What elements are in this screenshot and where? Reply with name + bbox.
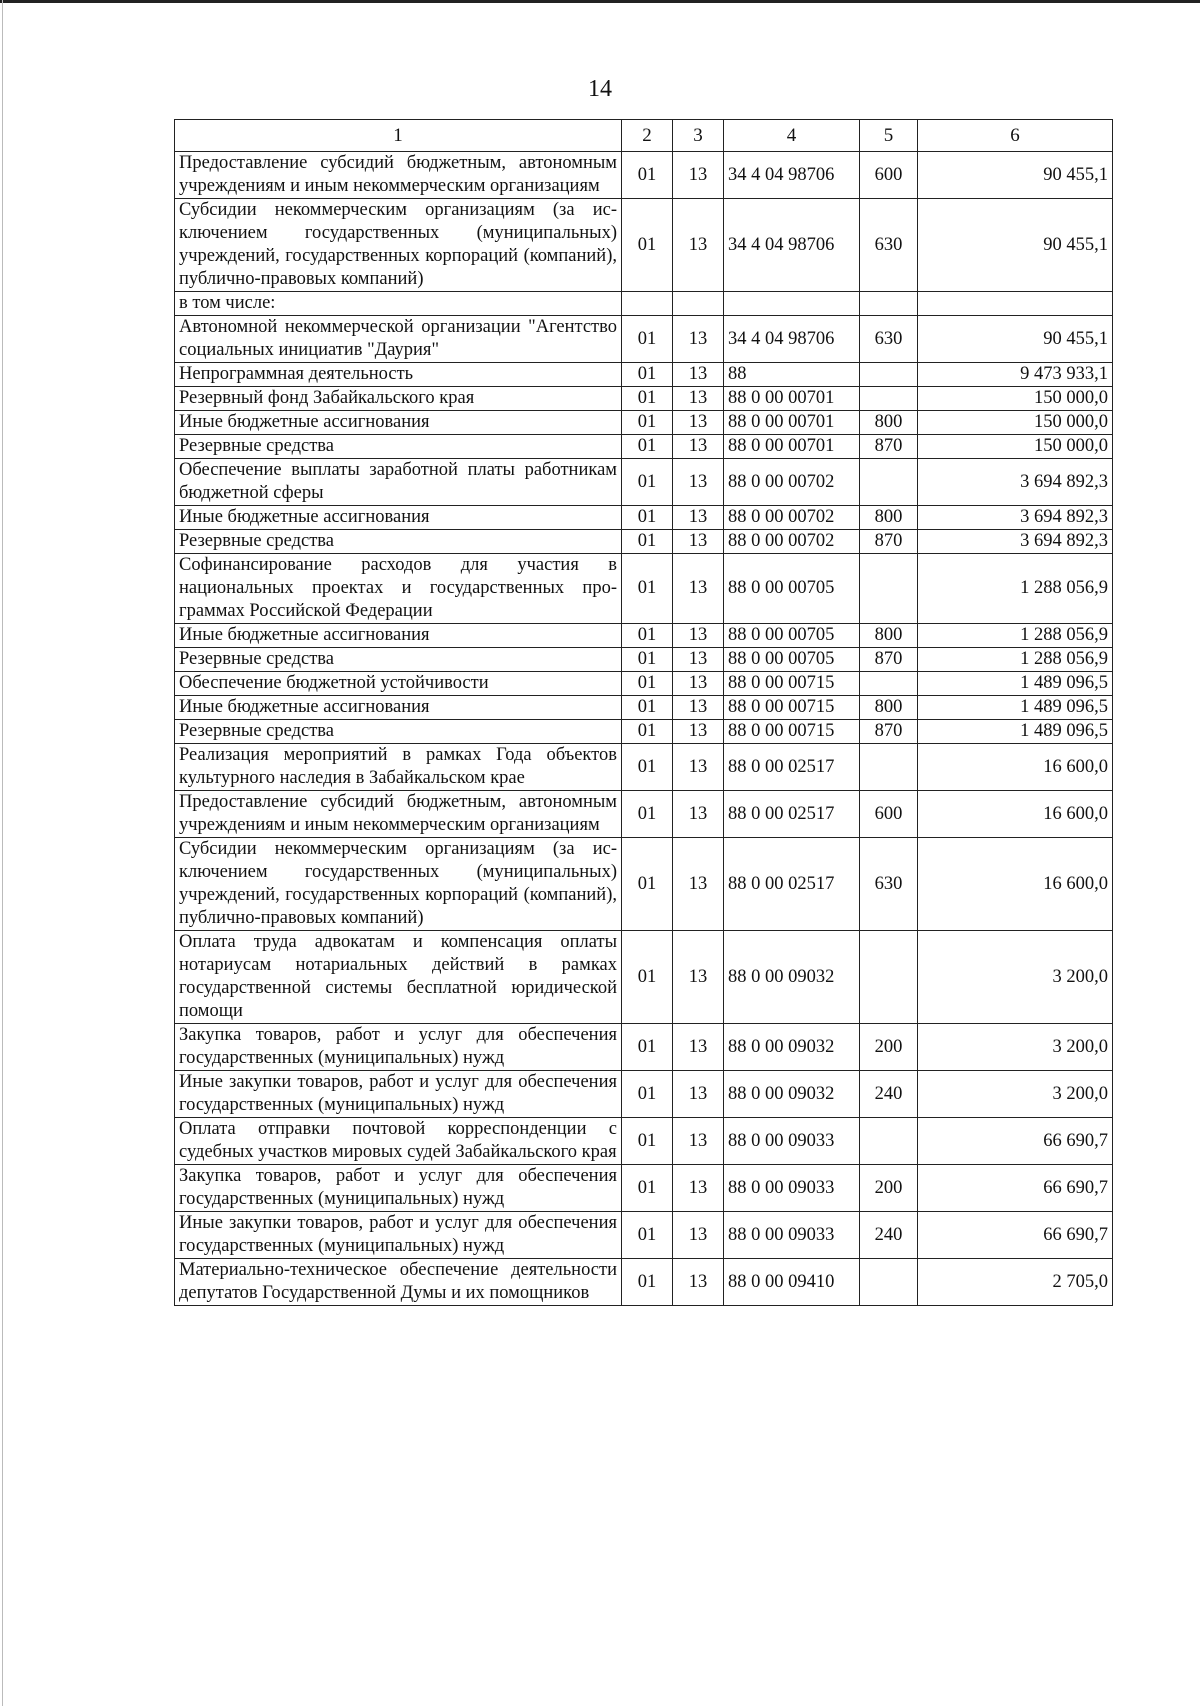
amount-cell: 150 000,0: [918, 411, 1113, 435]
section-code-cell: 01: [622, 672, 673, 696]
expense-type-cell: [860, 931, 918, 1024]
amount-cell: 3 694 892,3: [918, 506, 1113, 530]
section-code-cell: 01: [622, 1024, 673, 1071]
target-article-cell: 88 0 00 00702: [724, 506, 860, 530]
header-col-3: 3: [673, 120, 724, 152]
row-name-cell: Непрограммная деятельность: [175, 363, 622, 387]
row-name-cell: Софинансирование расходов для участия в национальных проектах и государственных программах Российской Федерации: [175, 554, 622, 624]
subsection-code-cell: 13: [673, 744, 724, 791]
target-article-cell: 88 0 00 02517: [724, 791, 860, 838]
row-name-cell: в том числе:: [175, 292, 622, 316]
target-article-cell: 88 0 00 00715: [724, 672, 860, 696]
subsection-code-cell: 13: [673, 791, 724, 838]
target-article-cell: [724, 292, 860, 316]
row-name-cell: Иные бюджетные ассигнования: [175, 411, 622, 435]
table-row: [175, 838, 1113, 931]
row-name-cell: Резервные средства: [175, 435, 622, 459]
expense-type-cell: 800: [860, 696, 918, 720]
expense-type-cell: 870: [860, 720, 918, 744]
target-article-cell: 88 0 00 00705: [724, 648, 860, 672]
target-article-cell: 88 0 00 02517: [724, 744, 860, 791]
amount-cell: 66 690,7: [918, 1118, 1113, 1165]
amount-cell: 3 694 892,3: [918, 530, 1113, 554]
table-row: [175, 1165, 1113, 1212]
row-name-cell: Резервный фонд Забайкальского края: [175, 387, 622, 411]
subsection-code-cell: 13: [673, 152, 724, 199]
subsection-code-cell: 13: [673, 720, 724, 744]
table-row: [175, 1071, 1113, 1118]
table-row: [175, 387, 1113, 411]
amount-cell: 9 473 933,1: [918, 363, 1113, 387]
target-article-cell: 88 0 00 09032: [724, 931, 860, 1024]
amount-cell: 1 288 056,9: [918, 624, 1113, 648]
expense-type-cell: 240: [860, 1071, 918, 1118]
expense-type-cell: 870: [860, 648, 918, 672]
subsection-code-cell: 13: [673, 1212, 724, 1259]
row-name-cell: Резервные средства: [175, 530, 622, 554]
row-name-cell: Закупка товаров, работ и услуг для обеспечения государственных (муниципальных) нужд: [175, 1165, 622, 1212]
row-name-cell: Субсидии некоммерческим организациям (за исключением государственных (муниципальных) учреждений, государственных корпораций (компаний), публично-правовых компаний): [175, 838, 622, 931]
amount-cell: 90 455,1: [918, 316, 1113, 363]
target-article-cell: 88 0 00 02517: [724, 838, 860, 931]
table-row: [175, 292, 1113, 316]
row-name-cell: Иные закупки товаров, работ и услуг для обеспечения государственных (муниципальных) нужд: [175, 1212, 622, 1259]
row-name-cell: Резервные средства: [175, 720, 622, 744]
subsection-code-cell: 13: [673, 459, 724, 506]
expense-type-cell: [860, 672, 918, 696]
page-left-edge: [2, 0, 3, 1706]
subsection-code-cell: 13: [673, 838, 724, 931]
budget-table: [174, 119, 1113, 1306]
header-col-6: 6: [918, 120, 1113, 152]
target-article-cell: 88 0 00 00701: [724, 435, 860, 459]
section-code-cell: 01: [622, 696, 673, 720]
table-row: [175, 1118, 1113, 1165]
subsection-code-cell: 13: [673, 530, 724, 554]
section-code-cell: 01: [622, 459, 673, 506]
amount-cell: 90 455,1: [918, 152, 1113, 199]
expense-type-cell: 800: [860, 411, 918, 435]
section-code-cell: 01: [622, 720, 673, 744]
section-code-cell: 01: [622, 554, 673, 624]
amount-cell: 66 690,7: [918, 1212, 1113, 1259]
amount-cell: 3 200,0: [918, 1071, 1113, 1118]
section-code-cell: 01: [622, 838, 673, 931]
subsection-code-cell: 13: [673, 1165, 724, 1212]
target-article-cell: 88 0 00 09033: [724, 1165, 860, 1212]
target-article-cell: 88: [724, 363, 860, 387]
subsection-code-cell: 13: [673, 506, 724, 530]
section-code-cell: 01: [622, 1165, 673, 1212]
amount-cell: 16 600,0: [918, 744, 1113, 791]
row-name-cell: Иные бюджетные ассигнования: [175, 506, 622, 530]
target-article-cell: 34 4 04 98706: [724, 316, 860, 363]
subsection-code-cell: 13: [673, 199, 724, 292]
amount-cell: 150 000,0: [918, 435, 1113, 459]
table-row: [175, 199, 1113, 292]
row-name-cell: Оплата отправки почтовой корреспонденции с судебных участков мировых судей Забайкальского края: [175, 1118, 622, 1165]
section-code-cell: 01: [622, 530, 673, 554]
subsection-code-cell: 13: [673, 1024, 724, 1071]
amount-cell: 3 200,0: [918, 931, 1113, 1024]
section-code-cell: 01: [622, 931, 673, 1024]
expense-type-cell: [860, 554, 918, 624]
amount-cell: 3 200,0: [918, 1024, 1113, 1071]
expense-type-cell: 800: [860, 506, 918, 530]
subsection-code-cell: 13: [673, 411, 724, 435]
amount-cell: 1 288 056,9: [918, 648, 1113, 672]
amount-cell: 1 288 056,9: [918, 554, 1113, 624]
table-row: [175, 363, 1113, 387]
table-row: [175, 554, 1113, 624]
expense-type-cell: [860, 459, 918, 506]
subsection-code-cell: 13: [673, 1071, 724, 1118]
section-code-cell: 01: [622, 387, 673, 411]
expense-type-cell: 870: [860, 435, 918, 459]
subsection-code-cell: 13: [673, 316, 724, 363]
expense-type-cell: [860, 1118, 918, 1165]
subsection-code-cell: 13: [673, 648, 724, 672]
subsection-code-cell: 13: [673, 672, 724, 696]
amount-cell: 1 489 096,5: [918, 696, 1113, 720]
subsection-code-cell: [673, 292, 724, 316]
expense-type-cell: 600: [860, 791, 918, 838]
expense-type-cell: 200: [860, 1165, 918, 1212]
target-article-cell: 88 0 00 00702: [724, 459, 860, 506]
header-col-2: 2: [622, 120, 673, 152]
row-name-cell: Обеспечение выплаты заработной платы работникам бюджетной сферы: [175, 459, 622, 506]
table-row: [175, 624, 1113, 648]
table-row: [175, 1024, 1113, 1071]
target-article-cell: 88 0 00 00715: [724, 720, 860, 744]
target-article-cell: 88 0 00 09410: [724, 1259, 860, 1306]
row-name-cell: Автономной некоммерческой организации "Агентство социальных инициатив "Даурия": [175, 316, 622, 363]
expense-type-cell: 630: [860, 199, 918, 292]
section-code-cell: 01: [622, 791, 673, 838]
section-code-cell: 01: [622, 316, 673, 363]
amount-cell: 90 455,1: [918, 199, 1113, 292]
section-code-cell: 01: [622, 152, 673, 199]
table-row: [175, 744, 1113, 791]
subsection-code-cell: 13: [673, 624, 724, 648]
row-name-cell: Предоставление субсидий бюджетным, автономным учреждениям и иным некоммерческим организациям: [175, 791, 622, 838]
section-code-cell: 01: [622, 1212, 673, 1259]
table-row: [175, 720, 1113, 744]
section-code-cell: 01: [622, 648, 673, 672]
section-code-cell: 01: [622, 1118, 673, 1165]
row-name-cell: Обеспечение бюджетной устойчивости: [175, 672, 622, 696]
expense-type-cell: 200: [860, 1024, 918, 1071]
target-article-cell: 88 0 00 09032: [724, 1024, 860, 1071]
target-article-cell: 88 0 00 09032: [724, 1071, 860, 1118]
table-row: [175, 152, 1113, 199]
target-article-cell: 88 0 00 00702: [724, 530, 860, 554]
section-code-cell: 01: [622, 624, 673, 648]
row-name-cell: Иные бюджетные ассигнования: [175, 696, 622, 720]
amount-cell: 2 705,0: [918, 1259, 1113, 1306]
section-code-cell: 01: [622, 435, 673, 459]
target-article-cell: 88 0 00 00705: [724, 554, 860, 624]
row-name-cell: Оплата труда адвокатам и компенсация оплаты нотариусам нотариальных действий в рамках государственной системы бесплатной юридической помощи: [175, 931, 622, 1024]
expense-type-cell: [860, 1259, 918, 1306]
amount-cell: 1 489 096,5: [918, 672, 1113, 696]
target-article-cell: 88 0 00 09033: [724, 1212, 860, 1259]
table-row: [175, 1212, 1113, 1259]
expense-type-cell: 630: [860, 838, 918, 931]
row-name-cell: Реализация мероприятий в рамках Года объектов культурного наследия в Забайкальском крае: [175, 744, 622, 791]
table-row: [175, 672, 1113, 696]
expense-type-cell: [860, 292, 918, 316]
subsection-code-cell: 13: [673, 387, 724, 411]
table-row: [175, 316, 1113, 363]
expense-type-cell: [860, 387, 918, 411]
row-name-cell: Иные закупки товаров, работ и услуг для обеспечения государственных (муниципальных) нужд: [175, 1071, 622, 1118]
section-code-cell: 01: [622, 1071, 673, 1118]
subsection-code-cell: 13: [673, 435, 724, 459]
table-header-row: [175, 120, 1113, 152]
expense-type-cell: [860, 363, 918, 387]
expense-type-cell: [860, 744, 918, 791]
expense-type-cell: 600: [860, 152, 918, 199]
amount-cell: 66 690,7: [918, 1165, 1113, 1212]
expense-type-cell: 800: [860, 624, 918, 648]
table-row: [175, 696, 1113, 720]
section-code-cell: 01: [622, 744, 673, 791]
section-code-cell: [622, 292, 673, 316]
table-row: [175, 791, 1113, 838]
header-col-4: 4: [724, 120, 860, 152]
table-row: [175, 459, 1113, 506]
target-article-cell: 88 0 00 00701: [724, 411, 860, 435]
page-top-edge: [0, 0, 1200, 3]
row-name-cell: Резервные средства: [175, 648, 622, 672]
expense-type-cell: 240: [860, 1212, 918, 1259]
row-name-cell: Предоставление субсидий бюджетным, автономным учреждениям и иным некоммерческим организациям: [175, 152, 622, 199]
section-code-cell: 01: [622, 411, 673, 435]
target-article-cell: 88 0 00 00701: [724, 387, 860, 411]
amount-cell: 150 000,0: [918, 387, 1113, 411]
row-name-cell: Иные бюджетные ассигнования: [175, 624, 622, 648]
section-code-cell: 01: [622, 1259, 673, 1306]
target-article-cell: 88 0 00 09033: [724, 1118, 860, 1165]
target-article-cell: 34 4 04 98706: [724, 199, 860, 292]
amount-cell: 3 694 892,3: [918, 459, 1113, 506]
page-number: 14: [588, 76, 612, 102]
subsection-code-cell: 13: [673, 1118, 724, 1165]
row-name-cell: Материально-техническое обеспечение деятельности депутатов Государственной Думы и их помощников: [175, 1259, 622, 1306]
header-col-5: 5: [860, 120, 918, 152]
subsection-code-cell: 13: [673, 1259, 724, 1306]
table-row: [175, 435, 1113, 459]
subsection-code-cell: 13: [673, 696, 724, 720]
expense-type-cell: 870: [860, 530, 918, 554]
table-row: [175, 648, 1113, 672]
amount-cell: 16 600,0: [918, 791, 1113, 838]
table-row: [175, 1259, 1113, 1306]
subsection-code-cell: 13: [673, 931, 724, 1024]
table-row: [175, 411, 1113, 435]
row-name-cell: Закупка товаров, работ и услуг для обеспечения государственных (муниципальных) нужд: [175, 1024, 622, 1071]
table-row: [175, 931, 1113, 1024]
amount-cell: 16 600,0: [918, 838, 1113, 931]
amount-cell: [918, 292, 1113, 316]
row-name-cell: Субсидии некоммерческим организациям (за исключением государственных (муниципальных) учреждений, государственных корпораций (компаний), публично-правовых компаний): [175, 199, 622, 292]
amount-cell: 1 489 096,5: [918, 720, 1113, 744]
section-code-cell: 01: [622, 506, 673, 530]
expense-type-cell: 630: [860, 316, 918, 363]
section-code-cell: 01: [622, 199, 673, 292]
target-article-cell: 34 4 04 98706: [724, 152, 860, 199]
subsection-code-cell: 13: [673, 363, 724, 387]
target-article-cell: 88 0 00 00715: [724, 696, 860, 720]
target-article-cell: 88 0 00 00705: [724, 624, 860, 648]
section-code-cell: 01: [622, 363, 673, 387]
table-row: [175, 530, 1113, 554]
table-row: [175, 506, 1113, 530]
subsection-code-cell: 13: [673, 554, 724, 624]
header-col-1: 1: [175, 120, 622, 152]
